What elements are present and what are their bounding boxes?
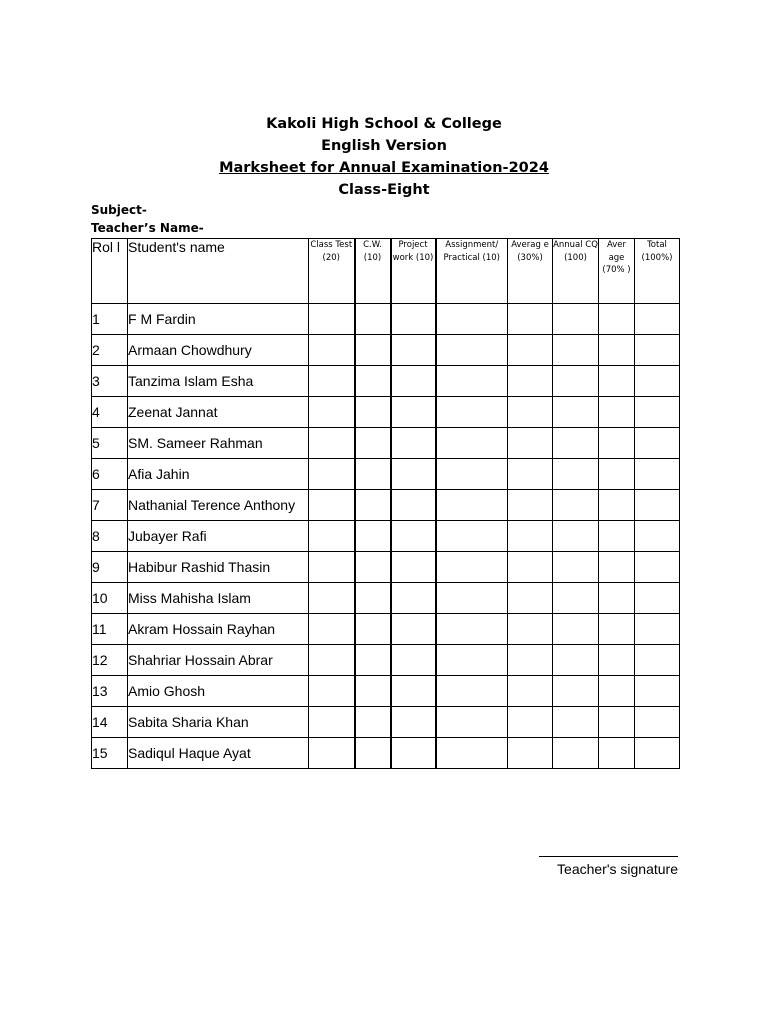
student-name-header: Student's name [128,239,309,304]
table-row [92,676,680,707]
average-30-cell [508,459,553,490]
table-row [92,335,680,366]
average-70-header: Aver age (70% ) [599,239,635,304]
total-cell [635,490,680,521]
annual-cq-cell [553,614,599,645]
annual-cq-cell [553,583,599,614]
student-name-cell: Shahriar Hossain Abrar [128,645,309,676]
project-work-cell [391,738,436,769]
project-work-cell [391,521,436,552]
table-row [92,521,680,552]
subject-label: Subject- [91,203,147,217]
document-header [0,113,768,201]
total-cell [635,397,680,428]
average-70-cell [599,738,635,769]
total-cell [635,707,680,738]
table-row [92,645,680,676]
cw-cell [355,552,391,583]
roll-cell: 12 [92,645,128,676]
student-name-cell: Sabita Sharia Khan [128,707,309,738]
average-30-cell [508,583,553,614]
average-70-cell [599,614,635,645]
assignment-cell [436,428,508,459]
average-70-cell [599,707,635,738]
class-test-cell [309,552,355,583]
student-name-cell: F M Fardin [128,304,309,335]
project-work-cell [391,490,436,521]
project-work-cell [391,552,436,583]
total-header: Total (100%) [635,239,680,304]
assignment-cell [436,707,508,738]
teacher-signature-line: Teacher's signature [539,856,678,877]
class-test-cell [309,583,355,614]
cw-cell [355,738,391,769]
total-cell [635,366,680,397]
cw-cell [355,645,391,676]
total-cell [635,676,680,707]
project-work-cell [391,707,436,738]
average-30-cell [508,428,553,459]
class-test-cell [309,304,355,335]
version-label: English Version [321,138,447,154]
cw-cell [355,521,391,552]
class-test-cell [309,397,355,428]
average-70-cell [599,645,635,676]
assignment-cell [436,645,508,676]
average-30-cell [508,397,553,428]
class-test-cell [309,614,355,645]
cw-cell [355,335,391,366]
total-cell [635,304,680,335]
average-30-cell [508,304,553,335]
assignment-cell [436,304,508,335]
annual-cq-cell [553,397,599,428]
assignment-cell [436,552,508,583]
table-header-row [92,239,680,304]
average-30-cell [508,676,553,707]
table-row [92,428,680,459]
annual-cq-cell [553,645,599,676]
student-name-cell: Miss Mahisha Islam [128,583,309,614]
cw-cell [355,614,391,645]
student-name-cell: Habibur Rashid Thasin [128,552,309,583]
average-70-cell [599,490,635,521]
assignment-cell [436,459,508,490]
project-work-cell [391,583,436,614]
teacher-name-label: Teacher’s Name- [91,221,204,235]
cw-cell [355,397,391,428]
annual-cq-cell [553,552,599,583]
roll-cell: 9 [92,552,128,583]
roll-cell: 2 [92,335,128,366]
table-row [92,552,680,583]
table-row [92,614,680,645]
cw-cell [355,583,391,614]
average-30-cell [508,707,553,738]
project-work-cell [391,614,436,645]
project-work-header: Project work (10) [391,239,436,304]
cw-cell [355,490,391,521]
marks-table-body [92,304,680,769]
annual-cq-cell [553,676,599,707]
annual-cq-header: Annual CQ (100) [553,239,599,304]
average-30-cell [508,738,553,769]
average-30-cell [508,552,553,583]
cw-cell [355,366,391,397]
student-name-cell: Tanzima Islam Esha [128,366,309,397]
total-cell [635,614,680,645]
roll-cell: 11 [92,614,128,645]
project-work-cell [391,428,436,459]
annual-cq-cell [553,459,599,490]
average-30-cell [508,335,553,366]
average-30-header: Averag e (30%) [508,239,553,304]
table-row [92,738,680,769]
average-70-cell [599,552,635,583]
total-cell [635,459,680,490]
annual-cq-cell [553,366,599,397]
average-70-cell [599,304,635,335]
cw-header: C.W. (10) [355,239,391,304]
table-row [92,707,680,738]
class-test-cell [309,490,355,521]
cw-cell [355,707,391,738]
average-70-cell [599,521,635,552]
assignment-cell [436,335,508,366]
roll-cell: 15 [92,738,128,769]
annual-cq-cell [553,335,599,366]
average-30-cell [508,645,553,676]
total-cell [635,428,680,459]
student-name-cell: Amio Ghosh [128,676,309,707]
class-test-cell [309,645,355,676]
cw-cell [355,676,391,707]
annual-cq-cell [553,521,599,552]
table-row [92,397,680,428]
assignment-cell [436,676,508,707]
project-work-cell [391,459,436,490]
table-row [92,490,680,521]
class-test-cell [309,707,355,738]
class-test-cell [309,335,355,366]
assignment-cell [436,614,508,645]
student-name-cell: Sadiqul Haque Ayat [128,738,309,769]
annual-cq-cell [553,707,599,738]
student-name-cell: Akram Hossain Rayhan [128,614,309,645]
assignment-cell [436,366,508,397]
cw-cell [355,459,391,490]
cw-cell [355,428,391,459]
roll-cell: 14 [92,707,128,738]
roll-cell: 8 [92,521,128,552]
roll-cell: 10 [92,583,128,614]
class-test-cell [309,676,355,707]
class-test-cell [309,459,355,490]
cw-cell [355,304,391,335]
student-name-cell: SM. Sameer Rahman [128,428,309,459]
class-test-cell [309,521,355,552]
annual-cq-cell [553,304,599,335]
class-test-cell [309,738,355,769]
class-test-cell [309,428,355,459]
average-30-cell [508,366,553,397]
average-70-cell [599,397,635,428]
project-work-cell [391,645,436,676]
project-work-cell [391,366,436,397]
total-cell [635,552,680,583]
roll-cell: 6 [92,459,128,490]
roll-cell: 13 [92,676,128,707]
student-name-cell: Nathanial Terence Anthony [128,490,309,521]
table-row [92,583,680,614]
class-test-cell [309,366,355,397]
project-work-cell [391,676,436,707]
average-70-cell [599,366,635,397]
annual-cq-cell [553,490,599,521]
roll-cell: 4 [92,397,128,428]
project-work-cell [391,304,436,335]
marks-table [91,238,680,769]
assignment-cell [436,521,508,552]
project-work-cell [391,335,436,366]
table-row [92,459,680,490]
average-70-cell [599,335,635,366]
student-name-cell: Jubayer Rafi [128,521,309,552]
annual-cq-cell [553,738,599,769]
average-70-cell [599,428,635,459]
total-cell [635,521,680,552]
table-row [92,366,680,397]
assignment-cell [436,397,508,428]
assignment-cell [436,738,508,769]
total-cell [635,645,680,676]
total-cell [635,583,680,614]
average-30-cell [508,521,553,552]
annual-cq-cell [553,428,599,459]
project-work-cell [391,397,436,428]
assignment-cell [436,583,508,614]
table-row [92,304,680,335]
assignment-header: Assignment/ Practical (10) [436,239,508,304]
total-cell [635,335,680,366]
school-name: Kakoli High School & College [266,116,502,132]
average-30-cell [508,614,553,645]
student-name-cell: Armaan Chowdhury [128,335,309,366]
assignment-cell [436,490,508,521]
student-name-cell: Zeenat Jannat [128,397,309,428]
sheet-meta [91,201,204,237]
exam-title: Marksheet for Annual Examination-2024 [219,160,549,176]
roll-cell: 1 [92,304,128,335]
roll-cell: 3 [92,366,128,397]
roll-cell: 5 [92,428,128,459]
roll-cell: 7 [92,490,128,521]
roll-header: Rol l [92,239,128,304]
average-30-cell [508,490,553,521]
class-label: Class-Eight [338,182,430,198]
student-name-cell: Afia Jahin [128,459,309,490]
class-test-header: Class Test (20) [309,239,355,304]
average-70-cell [599,459,635,490]
total-cell [635,738,680,769]
average-70-cell [599,676,635,707]
average-70-cell [599,583,635,614]
